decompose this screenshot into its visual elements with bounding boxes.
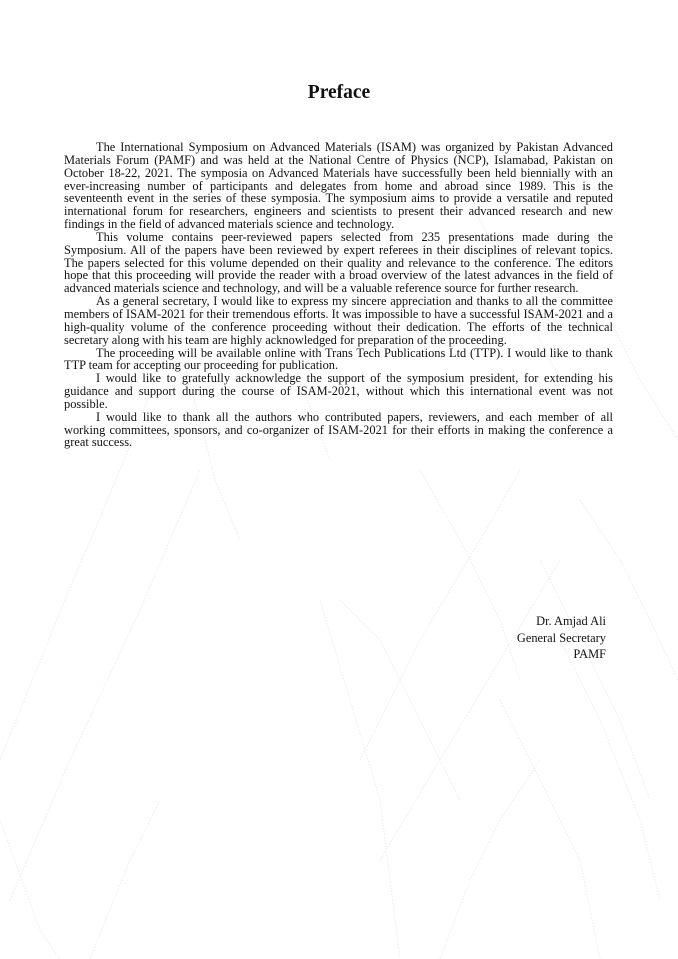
page-title: Preface bbox=[307, 82, 371, 103]
signature-organization: PAMF bbox=[573, 647, 606, 661]
preface-body bbox=[64, 141, 613, 449]
paragraph-introduction: The International Symposium on Advanced Materials (ISAM) was organized by Pakistan Advanced Materials Forum (PAMF) and was held at the National Centre of Physics (NCP), Islamabad, Pakistan on October 18-22, 2021. The symposia on Advanced Materials have successfully been held biennially with an ever-increasing number of participants and delegates from home and abroad since 1989. This is the seventeenth event in the series of these symposia. The symposium aims to provide a versatile and reputed international forum for researchers, engineers and scientists to present their advanced research and new findings in the field of advanced materials science and technology. bbox=[64, 140, 613, 232]
paragraph-volume-contents: This volume contains peer-reviewed papers selected from 235 presentations made during the Symposium. All of the papers have been reviewed by expert referees in their disciplines of relevant topics. The papers selected for this volume depended on their quality and relevance to the conference. The editors hope that this proceeding will provide the reader with a broad overview of the latest advances in the field of advanced materials science and technology, and will be a valuable reference source for further research. bbox=[64, 229, 613, 296]
paragraph-president-acknowledgement: I would like to gratefully acknowledge the support of the symposium president, for extending his guidance and support during the course of ISAM-2021, without which this international event was not possible. bbox=[64, 371, 613, 411]
signature-position: General Secretary bbox=[516, 630, 606, 645]
signature-name: Dr. Amjad Ali bbox=[536, 614, 606, 628]
paragraph-publication: The proceeding will be available online with Trans Tech Publications Ltd (TTP). I would like to thank TTP team for accepting our proceeding for publication. bbox=[64, 345, 613, 373]
paragraph-authors-thanks: I would like to thank all the authors who contributed papers, reviewers, and each member of all working committees, sponsors, and co-organizer of ISAM-2021 for their efforts in making the conference a great success. bbox=[64, 409, 613, 450]
paragraph-appreciation: As a general secretary, I would like to express my sincere appreciation and thanks to all the committee members of ISAM-2021 for their tremendous efforts. It was impossible to have a successful ISAM-2021 and a high-quality volume of the conference proceeding without their dedication. The efforts of the technical secretary along with his team are highly acknowledged for preparation of the proceeding. bbox=[64, 294, 613, 347]
signature-block bbox=[517, 613, 606, 663]
